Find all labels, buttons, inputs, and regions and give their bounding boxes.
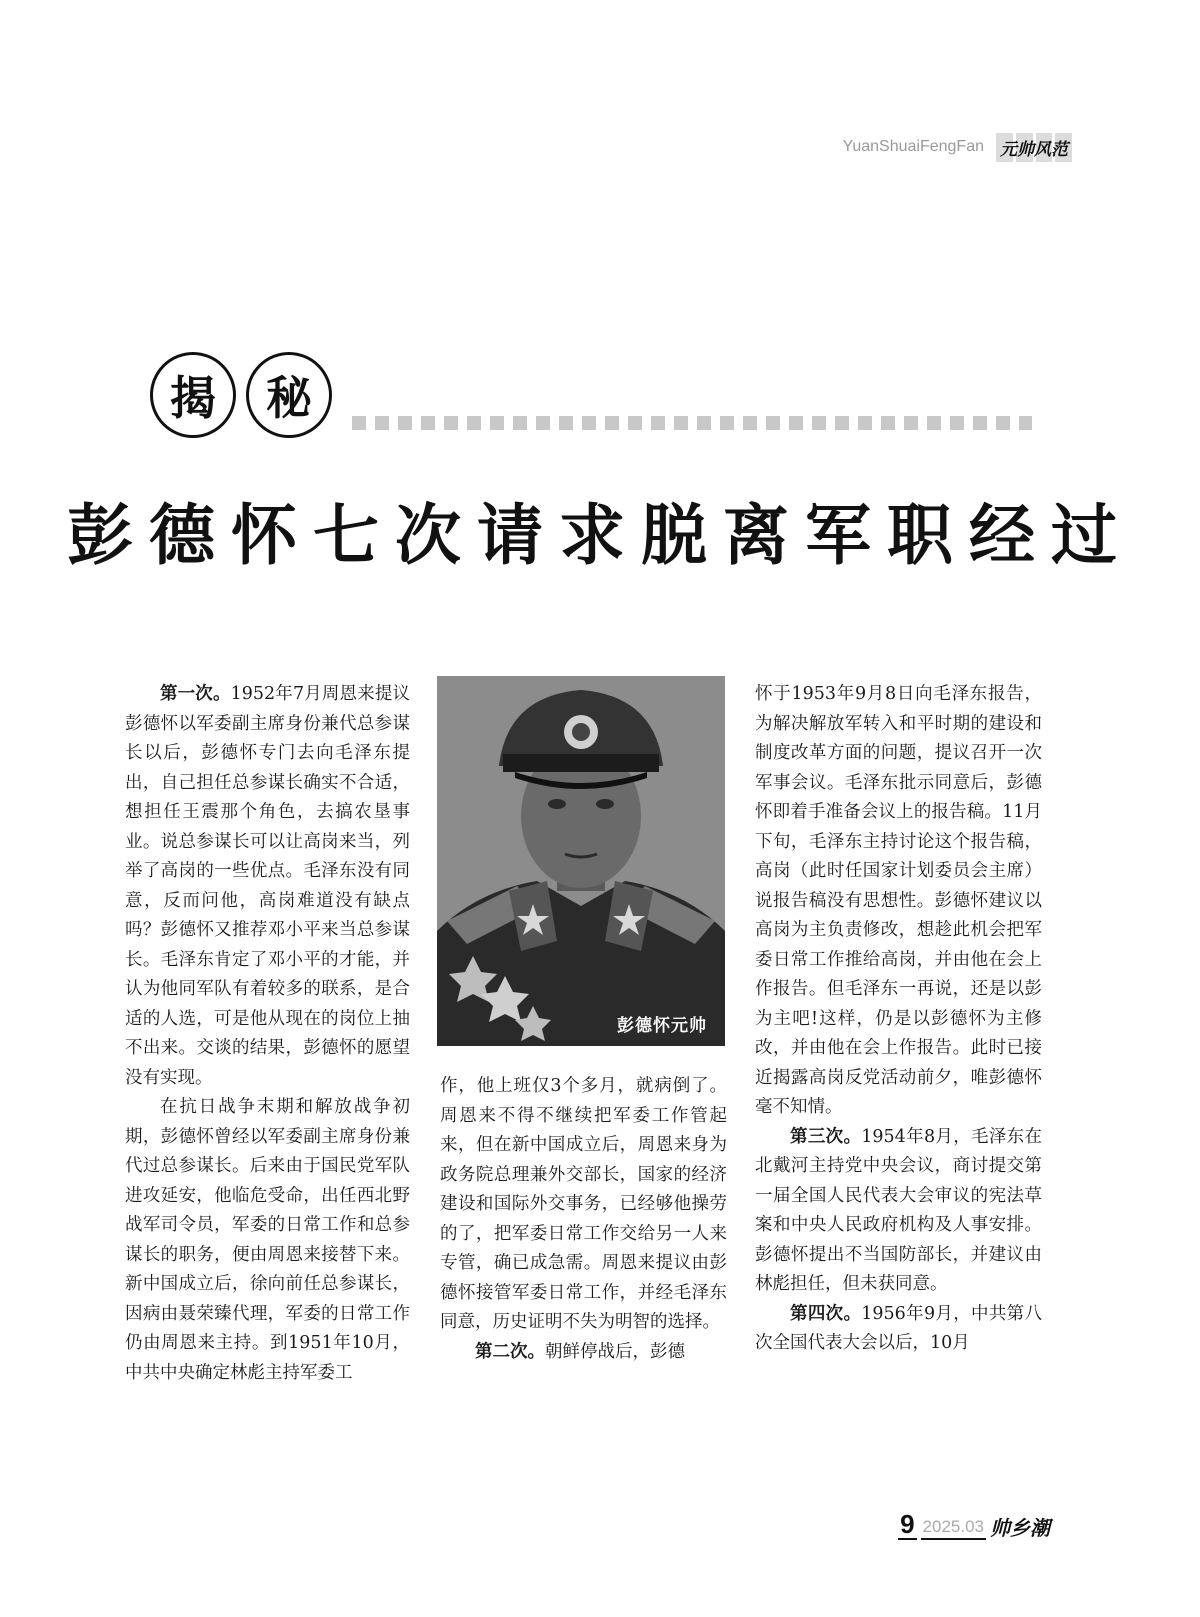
section-name-cn-box: [996, 133, 1072, 162]
column-middle: [440, 1072, 727, 1367]
photo-caption: 彭德怀元帅: [617, 1016, 707, 1036]
paragraph-lead: 第三次。: [790, 1126, 862, 1147]
page-number: 9: [900, 1509, 915, 1539]
decorative-dash-rule: [352, 416, 1032, 430]
article-title: 彭德怀七次请求脱离军职经过: [67, 496, 1133, 574]
portrait-photo: [437, 676, 725, 1046]
paragraph-text: 1956年9月，中共第八次全国代表大会以后，10月: [755, 1303, 1043, 1353]
paragraph: [125, 680, 410, 1093]
portrait-image: [437, 676, 725, 1046]
section-name-cn: 元帅风范: [1000, 139, 1068, 160]
paragraph-text: 1954年8月，毛泽东在北戴河主持党中央会议，商讨提交第一届全国人民代表大会审议的宪法草案和中央人民政府机构及人事安排。彭德怀提出不当国防部长，并建议由林彪担任，但未获同意。: [755, 1126, 1043, 1294]
column-right: [755, 680, 1042, 1359]
column-left: [125, 680, 410, 1388]
badge-char-1: 揭: [150, 352, 236, 438]
page-footer: [898, 1510, 1050, 1540]
paragraph: [755, 680, 1042, 1123]
paragraph: [440, 1072, 727, 1338]
paragraph-text: 怀于1953年9月8日向毛泽东报告，为解决解放军转入和平时期的建设和制度改革方面的问题，提议召开一次军事会议。毛泽东批示同意后，彭德怀即着手准备会议上的报告稿。11月下旬，毛泽东主持讨论这个报告稿，高岗（此时任国家计划委员会主席）说报告稿没有思想性。彭德怀建议以高岗为主负责修改，想趁此机会把军委日常工作推给高岗，并由他在会上作报告。但毛泽东一再说，还是以彭为主吧!这样，仍是以彭德怀为主修改，并由他在会上作报告。此时已接近揭露高岗反党活动前夕，唯彭德怀毫不知情。: [755, 684, 1042, 1117]
paragraph-text: 在抗日战争末期和解放战争初期，彭德怀曾经以军委副主席身份兼代过总参谋长。后来由于国民党军队进攻延安，他临危受命，出任西北野战军司令员，军委的日常工作和总参谋长的职务，便由周恩来接替下来。新中国成立后，徐向前任总参谋长，因病由聂荣臻代理，军委的日常工作仍由周恩来主持。到1951年10月，中共中央确定林彪主持军委工: [125, 1097, 410, 1383]
paragraph-text: 朝鲜停战后，彭德: [545, 1341, 685, 1362]
paragraph-lead: 第四次。: [790, 1303, 862, 1324]
paragraph-text: 作，他上班仅3个多月，就病倒了。周恩来不得不继续把军委工作管起来，但在新中国成立后，周恩来身为政务院总理兼外交部长，国家的经济建设和国际外交事务，已经够他操劳的了，把军委日常工作交给另一人来专管，确已成急需。周恩来提议由彭德怀接管军委日常工作，并经毛泽东同意，历史证明不失为明智的选择。: [440, 1076, 727, 1332]
paragraph-lead: 第二次。: [475, 1341, 545, 1362]
section-name-en: YuanShuaiFengFan: [842, 138, 984, 155]
paragraph: [755, 1123, 1042, 1300]
paragraph: [755, 1300, 1042, 1359]
badge-char-2: 秘: [246, 352, 332, 438]
running-header: [843, 132, 1072, 162]
paragraph-lead: 第一次。: [160, 684, 231, 704]
paragraph: [440, 1338, 727, 1368]
magazine-name: 帅乡潮: [990, 1516, 1050, 1540]
section-badge: [150, 352, 332, 438]
paragraph-text: 1952年7月周恩来提议彭德怀以军委副主席身份兼代总参谋长以后，彭德怀专门去向毛泽东提出，自己担任总参谋长确实不合适，想担任王震那个角色，去搞农垦事业。说总参谋长可以让高岗来当，列举了高岗的一些优点。毛泽东没有同意，反而问他，高岗难道没有缺点吗？彭德怀又推荐邓小平来当总参谋长。毛泽东肯定了邓小平的才能，并认为他同军队有着较多的联系，是合适的人选，可是他从现在的岗位上抽不出来。交谈的结果，彭德怀的愿望没有实现。: [125, 684, 410, 1088]
issue-date: 2025.03: [921, 1516, 986, 1540]
paragraph: [125, 1093, 410, 1388]
